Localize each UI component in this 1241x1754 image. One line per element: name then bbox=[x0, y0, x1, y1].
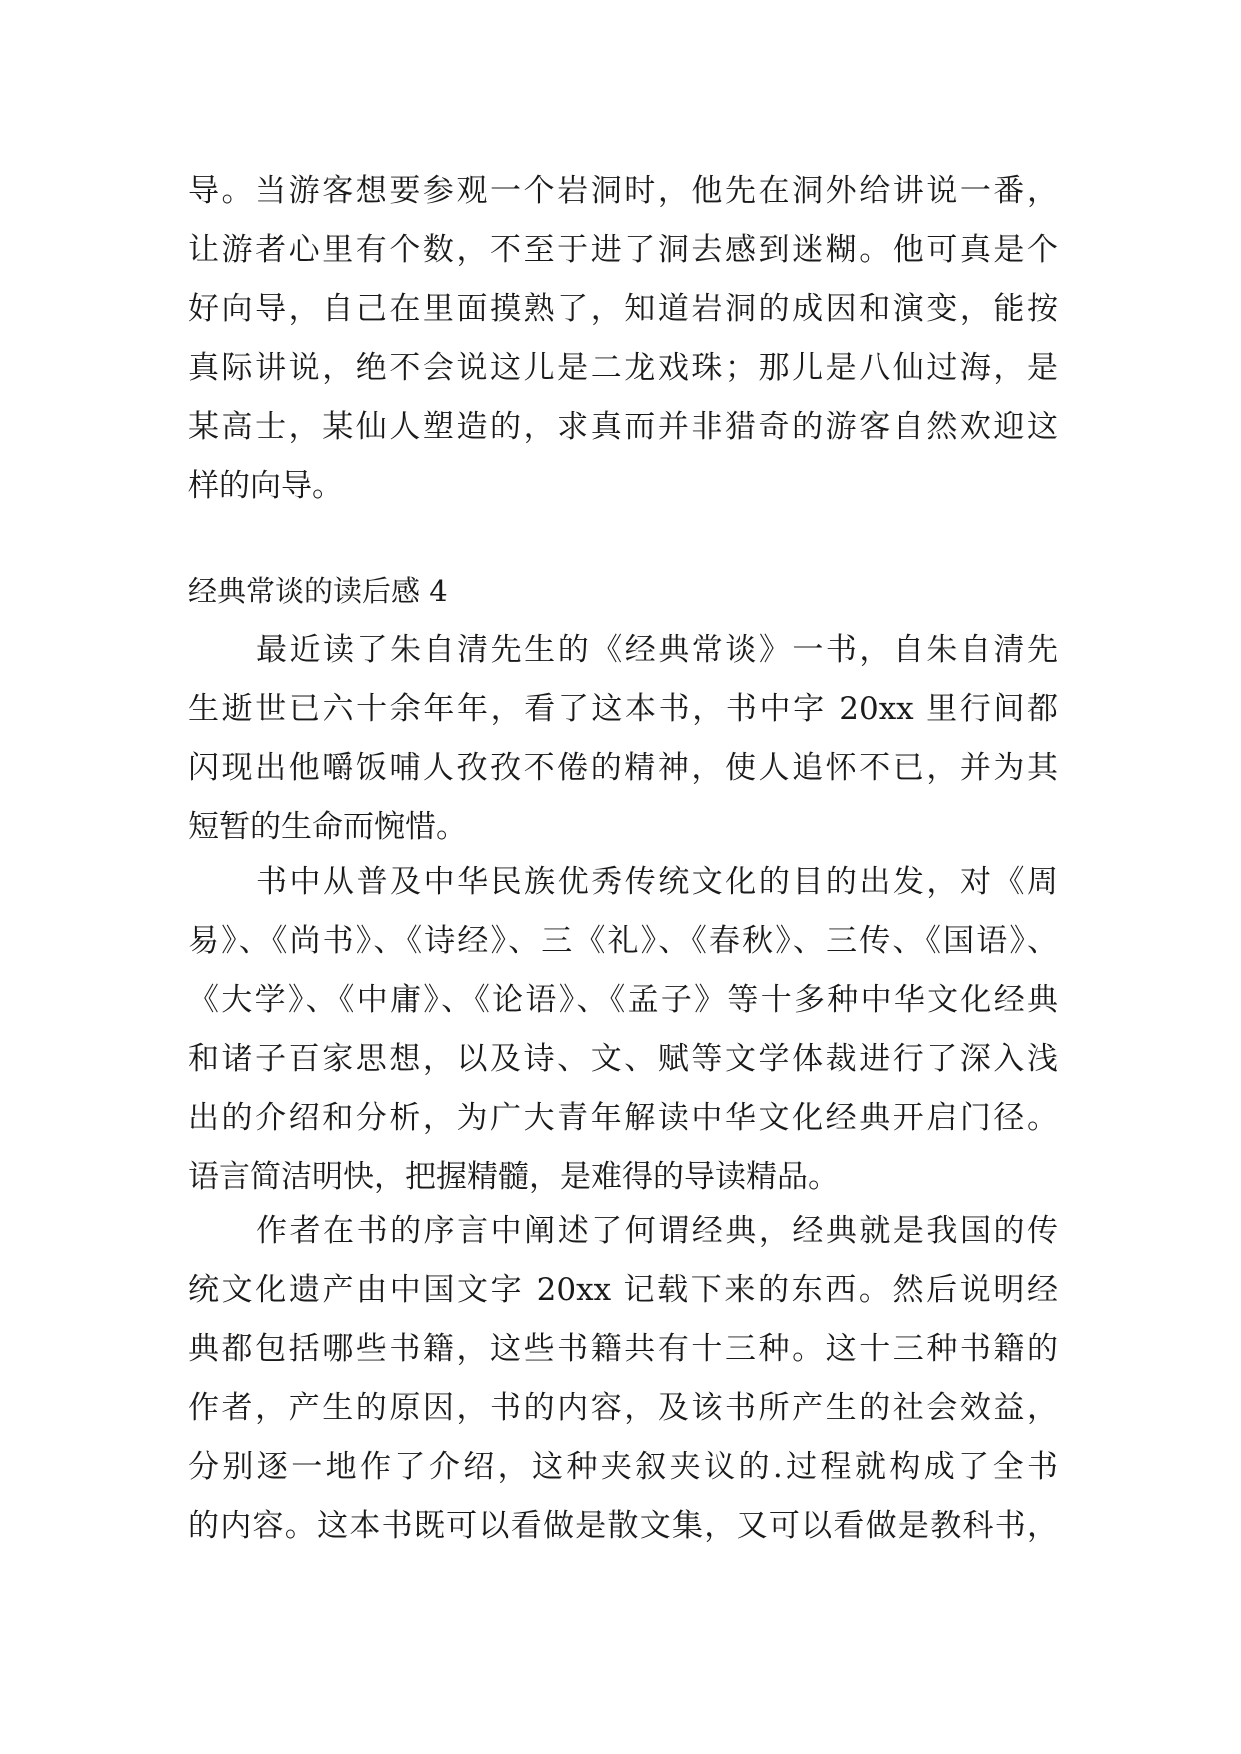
text-line: 某高士，某仙人塑造的，求真而并非猎奇的游客自然欢迎这 bbox=[188, 409, 1058, 445]
text-line: 《大学》、《中庸》、《论语》、《孟子》等十多种中华文化经典 bbox=[188, 982, 1058, 1018]
previous-section-paragraph bbox=[188, 162, 1058, 516]
text-line: 最近读了朱自清先生的《经典常谈》一书，自朱自清先 bbox=[256, 632, 1058, 668]
text-line: 让游者心里有个数，不至于进了洞去感到迷糊。他可真是个 bbox=[188, 232, 1058, 268]
text-line: 和诸子百家思想，以及诗、文、赋等文学体裁进行了深入浅 bbox=[188, 1041, 1058, 1077]
text-line: 书中从普及中华民族优秀传统文化的目的出发，对《周 bbox=[256, 864, 1058, 900]
section-title: 经典常谈的读后感 4 bbox=[188, 574, 448, 608]
text-line: 短暂的生命而惋惜。 bbox=[188, 809, 467, 845]
text-line: 样的向导。 bbox=[188, 468, 343, 504]
text-line: 出的介绍和分析，为广大青年解读中华文化经典开启门径。 bbox=[188, 1100, 1058, 1136]
text-line: 导。当游客想要参观一个岩洞时，他先在洞外给讲说一番， bbox=[188, 173, 1058, 209]
text-line: 生逝世已六十余年年，看了这本书，书中字 20xx 里行间都 bbox=[188, 691, 1058, 727]
text-line: 典都包括哪些书籍，这些书籍共有十三种。这十三种书籍的 bbox=[188, 1331, 1058, 1367]
text-line: 真际讲说，绝不会说这儿是二龙戏珠；那儿是八仙过海，是 bbox=[188, 350, 1058, 386]
section-heading bbox=[188, 562, 1058, 621]
paragraph-1 bbox=[188, 621, 1058, 857]
text-line: 闪现出他嚼饭哺人孜孜不倦的精神，使人追怀不已，并为其 bbox=[188, 750, 1058, 786]
text-line: 作者在书的序言中阐述了何谓经典，经典就是我国的传 bbox=[256, 1213, 1058, 1249]
text-line: 分别逐一地作了介绍，这种夹叙夹议的.过程就构成了全书 bbox=[188, 1449, 1058, 1485]
text-line: 作者，产生的原因，书的内容，及该书所产生的社会效益， bbox=[188, 1390, 1058, 1426]
paragraph-3 bbox=[188, 1202, 1058, 1556]
paragraph-2 bbox=[188, 853, 1058, 1207]
text-line: 统文化遗产由中国文字 20xx 记载下来的东西。然后说明经 bbox=[188, 1272, 1058, 1308]
text-line: 易》、《尚书》、《诗经》、三《礼》、《春秋》、三传、《国语》、 bbox=[188, 923, 1058, 959]
text-line: 好向导，自己在里面摸熟了，知道岩洞的成因和演变，能按 bbox=[188, 291, 1058, 327]
text-line: 的内容。这本书既可以看做是散文集，又可以看做是教科书， bbox=[188, 1508, 1058, 1544]
text-line: 语言简洁明快，把握精髓，是难得的导读精品。 bbox=[188, 1159, 839, 1195]
